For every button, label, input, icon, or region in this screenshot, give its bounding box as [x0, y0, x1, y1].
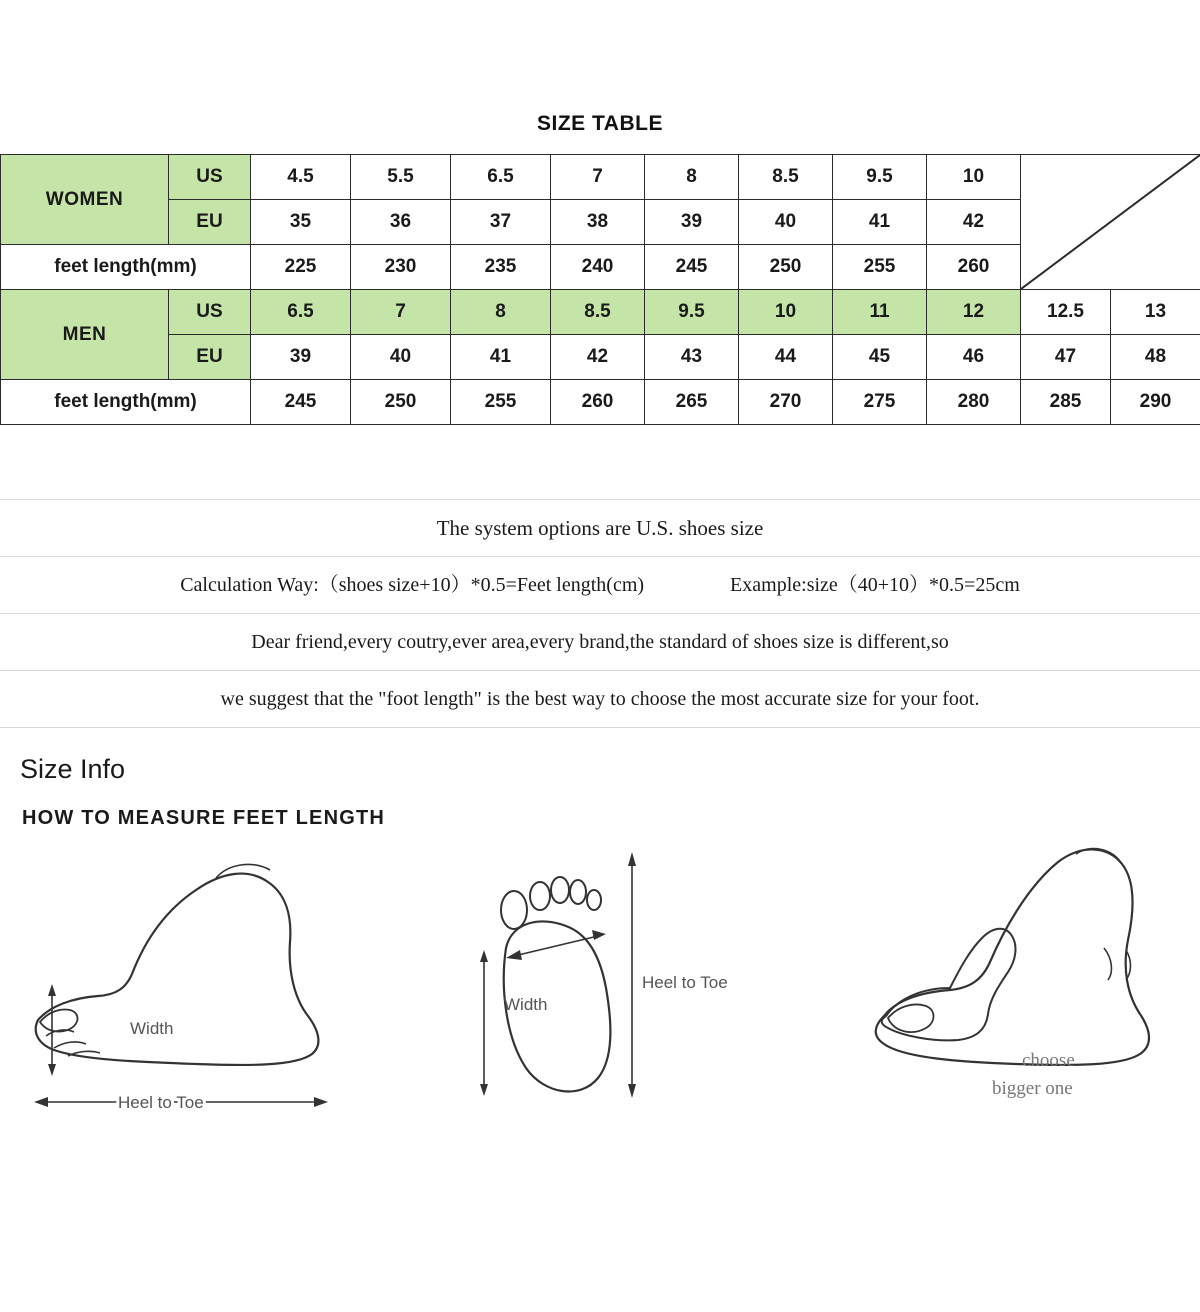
toe-outline [888, 1005, 934, 1033]
women-us-cell: 8.5 [739, 155, 833, 200]
size-table-title: SIZE TABLE [0, 112, 1200, 136]
width-arrow-head [48, 984, 56, 996]
width-arrow-head [592, 930, 606, 940]
men-eu-cell: 42 [551, 335, 645, 380]
toe [551, 877, 569, 903]
men-feet-cell: 275 [833, 380, 927, 425]
size-table [0, 154, 1200, 425]
choose-note-line2: bigger one [992, 1078, 1073, 1099]
women-us-cell: 4.5 [251, 155, 351, 200]
two-feet-compare-diagram [840, 838, 1180, 1128]
men-eu-cell: 39 [251, 335, 351, 380]
women-eu-cell: 37 [451, 200, 551, 245]
men-feet-cell: 290 [1111, 380, 1200, 425]
width-label: Width [130, 1019, 173, 1038]
table-row [1, 155, 1200, 200]
men-feet-cell: 250 [351, 380, 451, 425]
men-eu-label: EU [169, 335, 251, 380]
women-us-cell: 7 [551, 155, 645, 200]
how-to-measure-subheading: HOW TO MEASURE FEET LENGTH [22, 807, 1200, 830]
size-table-container [0, 154, 1200, 425]
men-feet-cell: 245 [251, 380, 351, 425]
toe [530, 882, 550, 910]
women-feet-cell: 245 [645, 245, 739, 290]
women-eu-cell: 39 [645, 200, 739, 245]
heel-to-toe-arrow-head [34, 1097, 48, 1107]
men-us-cell: 12.5 [1021, 290, 1111, 335]
foot-side-view-diagram [20, 838, 360, 1128]
choose-note-line1: choose [1022, 1050, 1075, 1071]
foot-outline-large [876, 849, 1149, 1065]
note-standard-differs: Dear friend,every coutry,ever area,every brand,the standard of shoes size is different,so [0, 613, 1200, 670]
men-feet-cell: 255 [451, 380, 551, 425]
measurement-diagrams [0, 838, 1200, 1138]
heel-to-toe-arrow-head [628, 1084, 636, 1098]
women-eu-cell: 35 [251, 200, 351, 245]
men-feet-cell: 260 [551, 380, 645, 425]
men-feet-label: feet length(mm) [1, 380, 251, 425]
men-feet-cell: 270 [739, 380, 833, 425]
note-calculation-way: Calculation Way:（shoes size+10）*0.5=Feet length(cm) [180, 574, 644, 596]
men-us-cell: 8 [451, 290, 551, 335]
women-eu-cell: 42 [927, 200, 1021, 245]
size-info-heading: Size Info [20, 754, 1200, 785]
women-eu-cell: 40 [739, 200, 833, 245]
women-row-label: WOMEN [1, 155, 169, 245]
men-eu-cell: 48 [1111, 335, 1200, 380]
width-label: Width [504, 995, 547, 1014]
women-eu-cell: 38 [551, 200, 645, 245]
men-us-label: US [169, 290, 251, 335]
men-us-cell: 10 [739, 290, 833, 335]
men-eu-cell: 47 [1021, 335, 1111, 380]
toe-big [501, 891, 527, 929]
heel-to-toe-label: Heel to Toe [118, 1093, 204, 1112]
men-us-cell: 6.5 [251, 290, 351, 335]
men-eu-cell: 43 [645, 335, 739, 380]
women-us-cell: 8 [645, 155, 739, 200]
women-us-cell: 5.5 [351, 155, 451, 200]
women-us-label: US [169, 155, 251, 200]
men-eu-cell: 45 [833, 335, 927, 380]
men-us-cell: 12 [927, 290, 1021, 335]
arrow-head [480, 950, 488, 962]
foot-sole-view-diagram [470, 838, 800, 1128]
women-feet-cell: 235 [451, 245, 551, 290]
width-arrow-head [48, 1064, 56, 1076]
men-feet-cell: 280 [927, 380, 1021, 425]
width-arrow-head [506, 950, 522, 960]
men-row-label: MEN [1, 290, 169, 380]
width-arrow-line [514, 936, 598, 956]
women-us-cell: 6.5 [451, 155, 551, 200]
men-eu-cell: 44 [739, 335, 833, 380]
diagonal-line-icon [1021, 155, 1200, 289]
men-us-cell: 13 [1111, 290, 1200, 335]
men-eu-cell: 46 [927, 335, 1021, 380]
toe [587, 890, 601, 910]
note-system-options: The system options are U.S. shoes size [0, 499, 1200, 556]
heel-to-toe-arrow-head [628, 852, 636, 866]
note-calculation [0, 556, 1200, 613]
heel-to-toe-arrow-head [314, 1097, 328, 1107]
women-feet-label: feet length(mm) [1, 245, 251, 290]
heel-to-toe-label: Heel to Toe [642, 973, 728, 992]
women-feet-cell: 240 [551, 245, 645, 290]
arrow-head [480, 1084, 488, 1096]
women-feet-cell: 250 [739, 245, 833, 290]
men-us-cell: 7 [351, 290, 451, 335]
notes-section [0, 499, 1200, 728]
men-eu-cell: 40 [351, 335, 451, 380]
foot-outline [36, 874, 319, 1065]
ankle-bone-line [1104, 948, 1111, 980]
toe [570, 880, 586, 904]
table-row [1, 290, 1200, 335]
foot-outline-small [882, 929, 1016, 1041]
men-us-cell: 11 [833, 290, 927, 335]
women-eu-label: EU [169, 200, 251, 245]
toe-line [54, 1042, 86, 1048]
women-feet-cell: 255 [833, 245, 927, 290]
women-feet-cell: 225 [251, 245, 351, 290]
men-us-cell: 8.5 [551, 290, 645, 335]
table-row [1, 335, 1200, 380]
men-feet-cell: 285 [1021, 380, 1111, 425]
men-feet-cell: 265 [645, 380, 739, 425]
women-us-cell: 9.5 [833, 155, 927, 200]
women-feet-cell: 260 [927, 245, 1021, 290]
table-row [1, 380, 1200, 425]
note-calculation-example: Example:size（40+10）*0.5=25cm [730, 574, 1020, 596]
table-diagonal-blank [1021, 155, 1200, 290]
women-feet-cell: 230 [351, 245, 451, 290]
women-eu-cell: 41 [833, 200, 927, 245]
women-eu-cell: 36 [351, 200, 451, 245]
women-us-cell: 10 [927, 155, 1021, 200]
note-suggestion: we suggest that the "foot length" is the best way to choose the most accurate size for your foot. [0, 670, 1200, 728]
men-us-cell: 9.5 [645, 290, 739, 335]
men-eu-cell: 41 [451, 335, 551, 380]
